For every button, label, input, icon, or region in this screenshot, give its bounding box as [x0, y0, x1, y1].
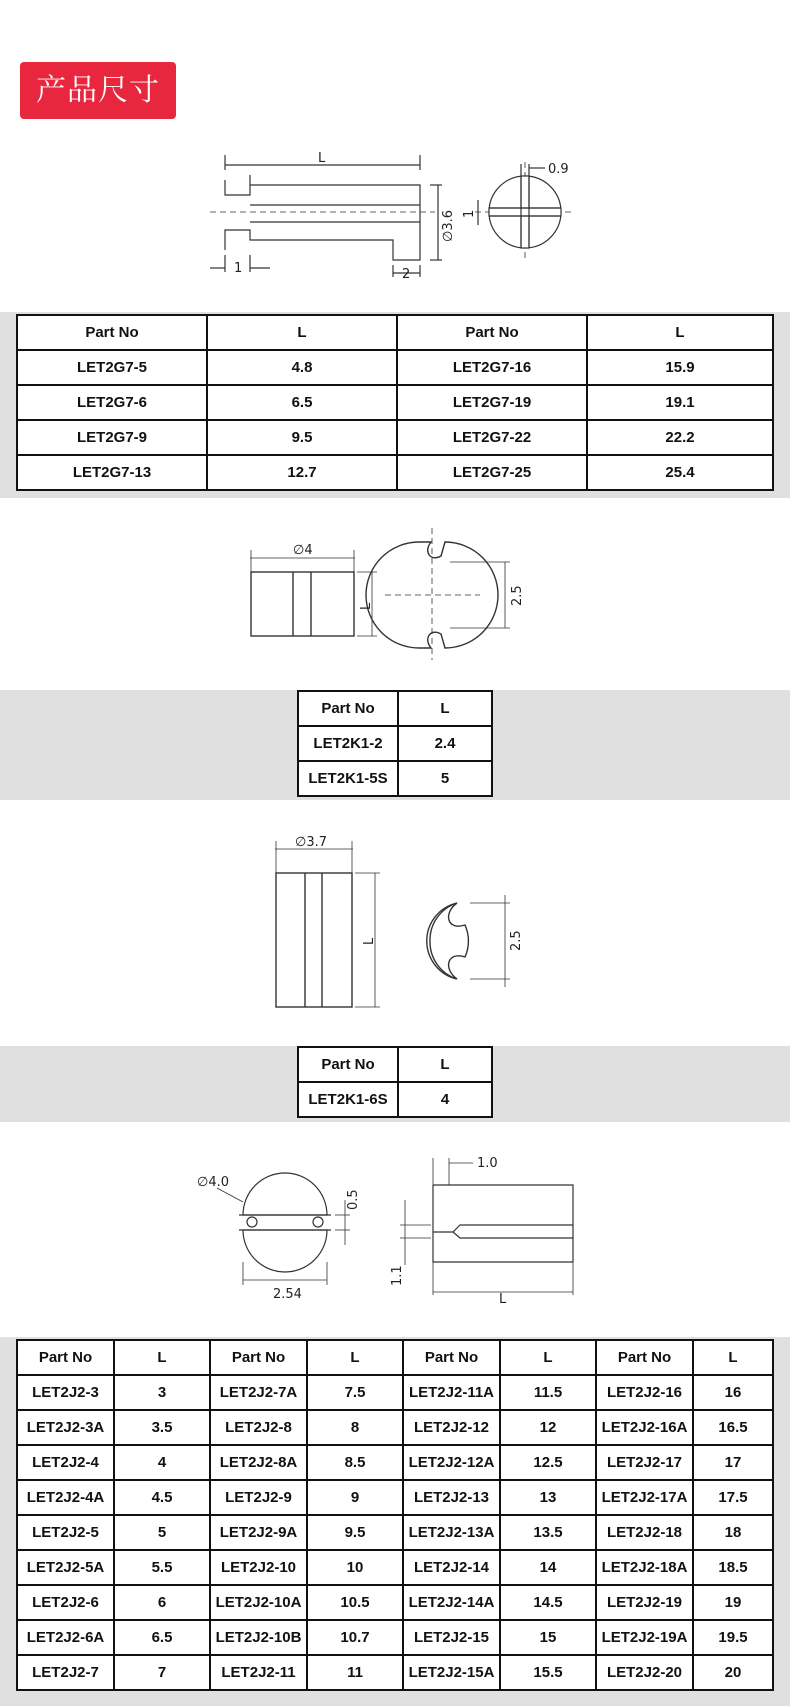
- table-cell: LET2K1-5S: [298, 761, 398, 796]
- table-let2j2: [16, 1339, 774, 1691]
- table-cell: LET2J2-14: [403, 1550, 500, 1585]
- table-cell: 15.5: [500, 1655, 596, 1690]
- table-row: [17, 1410, 773, 1445]
- table-cell: 2.4: [398, 726, 492, 761]
- table-cell: LET2J2-19A: [596, 1620, 693, 1655]
- table-cell: 18.5: [693, 1550, 773, 1585]
- drawing-let2j2: [195, 1150, 595, 1305]
- header-cell: L: [500, 1340, 596, 1375]
- table-cell: 11: [307, 1655, 403, 1690]
- table-cell: 19.5: [693, 1620, 773, 1655]
- table-cell: LET2G7-5: [17, 350, 207, 385]
- table-cell: LET2J2-10: [210, 1550, 307, 1585]
- table-cell: 12: [500, 1410, 596, 1445]
- table-cell: 12.5: [500, 1445, 596, 1480]
- header-cell: Part No: [17, 1340, 114, 1375]
- table-cell: 19: [693, 1585, 773, 1620]
- header-cell: Part No: [596, 1340, 693, 1375]
- dim-slot: 1.0: [477, 1156, 498, 1171]
- table-row: [17, 350, 773, 385]
- table-cell: LET2J2-11: [210, 1655, 307, 1690]
- table-cell: 3.5: [114, 1410, 210, 1445]
- header-cell: Part No: [210, 1340, 307, 1375]
- table-cell: LET2G7-9: [17, 420, 207, 455]
- dim-right-step: 2: [402, 267, 411, 282]
- table-cell: 5: [398, 761, 492, 796]
- table-cell: LET2G7-22: [397, 420, 587, 455]
- table-cell: LET2J2-7A: [210, 1375, 307, 1410]
- table-cell: LET2J2-14A: [403, 1585, 500, 1620]
- table-cell: 11.5: [500, 1375, 596, 1410]
- table-cell: 7: [114, 1655, 210, 1690]
- table-cell: LET2J2-13: [403, 1480, 500, 1515]
- table-cell: LET2J2-18: [596, 1515, 693, 1550]
- table-cell: LET2J2-13A: [403, 1515, 500, 1550]
- table-cell: LET2K1-6S: [298, 1082, 398, 1117]
- table-cell: 4.5: [114, 1480, 210, 1515]
- table-row: [17, 1375, 773, 1410]
- table-cell: LET2J2-17A: [596, 1480, 693, 1515]
- table-cell: 16: [693, 1375, 773, 1410]
- table-header-row: [298, 1047, 492, 1082]
- table-row: [298, 1082, 492, 1117]
- table-cell: LET2J2-9A: [210, 1515, 307, 1550]
- table-header-row: [17, 315, 773, 350]
- table-row: [17, 385, 773, 420]
- table-cell: LET2J2-9: [210, 1480, 307, 1515]
- header-cell: Part No: [298, 691, 398, 726]
- dim-length: L: [359, 602, 374, 610]
- table-row: [17, 1515, 773, 1550]
- table-cell: LET2J2-20: [596, 1655, 693, 1690]
- table-cell: 14.5: [500, 1585, 596, 1620]
- dim-diameter: ∅4.0: [197, 1175, 229, 1190]
- header-cell: Part No: [397, 315, 587, 350]
- dim-width: 2.54: [273, 1287, 302, 1302]
- table-cell: 9: [307, 1480, 403, 1515]
- table-let2k1b: [297, 1046, 493, 1118]
- table-cell: 6.5: [114, 1620, 210, 1655]
- header-cell: Part No: [17, 315, 207, 350]
- table-cell: LET2G7-16: [397, 350, 587, 385]
- table-cell: 19.1: [587, 385, 773, 420]
- table-cell: LET2J2-11A: [403, 1375, 500, 1410]
- table-cell: 4: [114, 1445, 210, 1480]
- table-cell: 4: [398, 1082, 492, 1117]
- table-cell: 5: [114, 1515, 210, 1550]
- header-cell: L: [307, 1340, 403, 1375]
- header-cell: L: [398, 1047, 492, 1082]
- table-cell: LET2J2-8A: [210, 1445, 307, 1480]
- table-row: [17, 1445, 773, 1480]
- table-cell: 6.5: [207, 385, 397, 420]
- table-cell: 4.8: [207, 350, 397, 385]
- table-row: [17, 1620, 773, 1655]
- table-cell: 16.5: [693, 1410, 773, 1445]
- header-cell: Part No: [298, 1047, 398, 1082]
- dim-diameter: ∅4: [293, 543, 313, 558]
- header-cell: L: [587, 315, 773, 350]
- table-cell: 13: [500, 1480, 596, 1515]
- table-cell: LET2G7-6: [17, 385, 207, 420]
- header-cell: L: [398, 691, 492, 726]
- table-cell: LET2J2-6A: [17, 1620, 114, 1655]
- header-cell: L: [207, 315, 397, 350]
- table-cell: 8: [307, 1410, 403, 1445]
- table-cell: 10.7: [307, 1620, 403, 1655]
- table-cell: LET2G7-13: [17, 455, 207, 490]
- table-cell: LET2J2-16A: [596, 1410, 693, 1445]
- table-cell: 22.2: [587, 420, 773, 455]
- section-title-badge: [20, 62, 176, 119]
- table-cell: 3: [114, 1375, 210, 1410]
- table-cell: 13.5: [500, 1515, 596, 1550]
- table-cell: 20: [693, 1655, 773, 1690]
- table-cell: 7.5: [307, 1375, 403, 1410]
- table-header-row: [298, 691, 492, 726]
- table-cell: 12.7: [207, 455, 397, 490]
- drawing-let2k1-6s: [265, 835, 525, 1015]
- table-cell: LET2J2-3A: [17, 1410, 114, 1445]
- header-cell: L: [114, 1340, 210, 1375]
- table-cell: LET2J2-4A: [17, 1480, 114, 1515]
- table-cell: LET2J2-4: [17, 1445, 114, 1480]
- table-cell: LET2G7-25: [397, 455, 587, 490]
- header-cell: Part No: [403, 1340, 500, 1375]
- table-row: [298, 726, 492, 761]
- table-cell: LET2J2-12: [403, 1410, 500, 1445]
- table-cell: 5.5: [114, 1550, 210, 1585]
- table-cell: LET2J2-8: [210, 1410, 307, 1445]
- table-let2g7: [16, 314, 774, 491]
- table-header-row: [17, 1340, 773, 1375]
- table-cell: LET2J2-5A: [17, 1550, 114, 1585]
- table-cell: 14: [500, 1550, 596, 1585]
- table-row: [298, 761, 492, 796]
- table-cell: 10: [307, 1550, 403, 1585]
- section-title: 产品尺寸: [36, 73, 160, 108]
- dim-length: L: [499, 1292, 507, 1305]
- table-cell: 17.5: [693, 1480, 773, 1515]
- dim-diameter: ∅3.6: [441, 210, 456, 242]
- table-cell: LET2J2-17: [596, 1445, 693, 1480]
- table-cell: LET2J2-15: [403, 1620, 500, 1655]
- table-cell: 15.9: [587, 350, 773, 385]
- table-row: [17, 455, 773, 490]
- table-row: [17, 1655, 773, 1690]
- table-cell: 9.5: [207, 420, 397, 455]
- header-cell: L: [693, 1340, 773, 1375]
- table-cell: 17: [693, 1445, 773, 1480]
- dim-length: L: [318, 151, 326, 166]
- table-cell: 9.5: [307, 1515, 403, 1550]
- table-cell: 15: [500, 1620, 596, 1655]
- table-cell: LET2J2-19: [596, 1585, 693, 1620]
- table-cell: LET2J2-16: [596, 1375, 693, 1410]
- dim-slot-width: 0.9: [548, 162, 569, 177]
- table-row: [17, 1550, 773, 1585]
- dim-diameter: ∅3.7: [295, 835, 327, 850]
- table-cell: LET2J2-10A: [210, 1585, 307, 1620]
- table-cell: LET2K1-2: [298, 726, 398, 761]
- table-cell: LET2J2-5: [17, 1515, 114, 1550]
- table-row: [17, 1480, 773, 1515]
- table-cell: LET2G7-19: [397, 385, 587, 420]
- dim-gap: 0.5: [346, 1189, 361, 1210]
- table-cell: LET2J2-12A: [403, 1445, 500, 1480]
- table-cell: LET2J2-15A: [403, 1655, 500, 1690]
- drawing-let2k1: [245, 520, 545, 670]
- table-let2k1a: [297, 690, 493, 797]
- table-cell: LET2J2-7: [17, 1655, 114, 1690]
- table-row: [17, 420, 773, 455]
- table-cell: 25.4: [587, 455, 773, 490]
- drawing-let2g7: [190, 150, 590, 285]
- table-cell: 18: [693, 1515, 773, 1550]
- table-cell: LET2J2-6: [17, 1585, 114, 1620]
- dim-height: 2.5: [510, 585, 525, 606]
- dim-length: L: [362, 937, 377, 945]
- table-cell: LET2J2-3: [17, 1375, 114, 1410]
- dim-slot-depth: 1: [462, 209, 477, 218]
- dim-height: 1.1: [390, 1265, 405, 1286]
- table-cell: 8.5: [307, 1445, 403, 1480]
- dim-left-step: 1: [234, 261, 243, 276]
- table-cell: LET2J2-18A: [596, 1550, 693, 1585]
- dim-height: 2.5: [509, 930, 524, 951]
- table-cell: 6: [114, 1585, 210, 1620]
- table-cell: 10.5: [307, 1585, 403, 1620]
- table-row: [17, 1585, 773, 1620]
- table-cell: LET2J2-10B: [210, 1620, 307, 1655]
